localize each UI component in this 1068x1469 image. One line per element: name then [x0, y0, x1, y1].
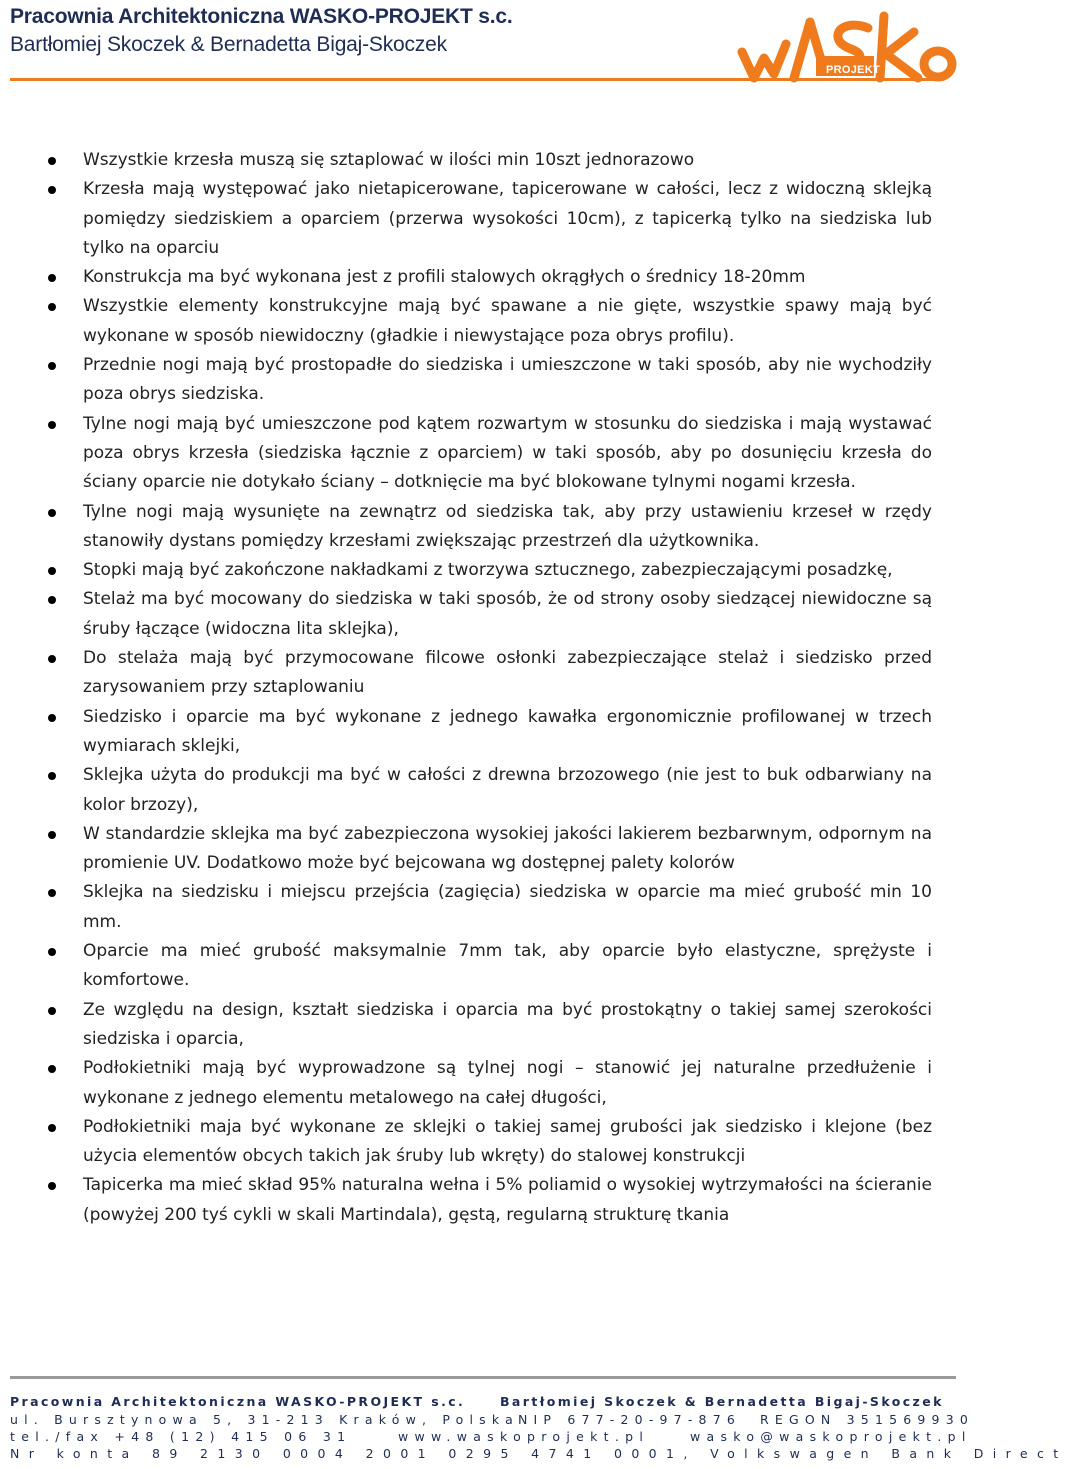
- bullet-icon: [48, 1065, 56, 1073]
- footer-owners: Bartłomiej Skoczek & Bernadetta Bigaj-Skoczek: [500, 1394, 944, 1409]
- wasko-logo: [728, 4, 960, 90]
- bullet-icon: [48, 186, 56, 194]
- list-item: Stopki mają być zakończone nakładkami z tworzywa sztucznego, zabezpieczającymi posadzkę,: [46, 556, 932, 585]
- bullet-icon: [48, 889, 56, 897]
- list-item: Sklejka na siedzisku i miejscu przejścia (zagięcia) siedziska w oparcie ma mieć grubość min 10 mm.: [46, 878, 932, 937]
- bullet-icon: [48, 421, 56, 429]
- requirements-section: [46, 146, 932, 1230]
- page-header: [0, 0, 960, 90]
- footer-company: Pracownia Architektoniczna WASKO-PROJEKT s.c.: [10, 1394, 466, 1409]
- bullet-icon: [48, 1007, 56, 1015]
- bullet-icon: [48, 509, 56, 517]
- bullet-icon: [48, 303, 56, 311]
- bullet-icon: [48, 655, 56, 663]
- page-footer: [0, 1376, 1068, 1469]
- list-item: Wszystkie krzesła muszą się sztaplować w ilości min 10szt jednorazowo: [46, 146, 932, 175]
- bullet-icon: [48, 1182, 56, 1190]
- requirements-list: [46, 146, 932, 1230]
- company-name: Pracownia Architektoniczna WASKO-PROJEKT s.c.: [10, 5, 513, 28]
- bullet-icon: [48, 274, 56, 282]
- bullet-icon: [48, 157, 56, 165]
- list-item: Do stelaża mają być przymocowane filcowe osłonki zabezpieczające stelaż i siedzisko przed zarysowaniem przy sztaplowaniu: [46, 644, 932, 703]
- footer-divider: [10, 1376, 956, 1379]
- footer-address: ul. Bursztynowa 5, 31-213 Kraków, Polska: [10, 1412, 519, 1427]
- list-item: Podłokietniki mają być wyprowadzone są tylnej nogi – stanowić jej naturalne przedłużenie i wykonane z jednego elementu metalowego na całej długości,: [46, 1054, 932, 1113]
- list-item: W standardzie sklejka ma być zabezpieczona wysokiej jakości lakierem bezbarwnym, odpornym na promienie UV. Dodatkowo może być bejcowana wg dostępnej palety kolorów: [46, 820, 932, 879]
- footer-email[interactable]: wasko@waskoprojekt.pl: [690, 1429, 972, 1444]
- footer-phone: tel./fax +48 (12) 415 06 31: [10, 1429, 352, 1444]
- list-item: Tylne nogi mają wysunięte na zewnątrz od siedziska tak, aby przy ustawieniu krzeseł w rzędy stanowiły dystans pomiędzy krzesłami zwiększając przestrzeń dla użytkownika.: [46, 498, 932, 557]
- list-item: Podłokietniki maja być wykonane ze sklejki o takiej samej grubości jak siedzisko i klejone (bez użycia elementów obcych takich jak śruby lub wkręty) do stalowej konstrukcji: [46, 1113, 932, 1172]
- bullet-icon: [48, 714, 56, 722]
- list-item: Stelaż ma być mocowany do siedziska w taki sposób, że od strony osoby siedzącej niewidoczne są śruby łączące (widoczna lita sklejka),: [46, 585, 932, 644]
- list-item: Przednie nogi mają być prostopadłe do siedziska i umieszczone w taki sposób, aby nie wychodziły poza obrys siedziska.: [46, 351, 932, 410]
- list-item: Oparcie ma mieć grubość maksymalnie 7mm tak, aby oparcie było elastyczne, sprężyste i komfortowe.: [46, 937, 932, 996]
- footer-regon: REGON 351569930: [760, 1412, 975, 1427]
- bullet-icon: [48, 772, 56, 780]
- list-item: Konstrukcja ma być wykonana jest z profili stalowych okrągłych o średnicy 18-20mm: [46, 263, 932, 292]
- bullet-icon: [48, 831, 56, 839]
- bullet-icon: [48, 1124, 56, 1132]
- list-item: Siedzisko i oparcie ma być wykonane z jednego kawałka ergonomicznie profilowanej w trzech wymiarach sklejki,: [46, 703, 932, 762]
- list-item: Tylne nogi mają być umieszczone pod kątem rozwartym w stosunku do siedziska i mają wystawać poza obrys krzesła (siedziska łącznie z oparciem) w taki sposób, aby po dosunięciu krzesła do ściany oparcie nie dotykało ściany – dotknięcie ma być blokowane tylnymi nogami krzesła.: [46, 410, 932, 498]
- list-item: Ze względu na design, kształt siedziska i oparcia ma być prostokątny o takiej samej szerokości siedziska i oparcia,: [46, 996, 932, 1055]
- company-owners: Bartłomiej Skoczek & Bernadetta Bigaj-Skoczek: [10, 33, 447, 56]
- bullet-icon: [48, 567, 56, 575]
- footer-bank-account: Nr konta 89 2130 0004 2001 0295 4741 0001, Volkswagen Bank Direct: [10, 1446, 1068, 1461]
- footer-website[interactable]: www.waskoprojekt.pl: [398, 1429, 650, 1444]
- list-item: Wszystkie elementy konstrukcyjne mają być spawane a nie gięte, wszystkie spawy mają być wykonane w sposób niewidoczny (gładkie i niewystające poza obrys profilu).: [46, 292, 932, 351]
- list-item: Sklejka użyta do produkcji ma być w całości z drewna brzozowego (nie jest to buk odbarwiany na kolor brzozy),: [46, 761, 932, 820]
- bullet-icon: [48, 948, 56, 956]
- bullet-icon: [48, 362, 56, 370]
- footer-nip: NIP 677-20-97-876: [518, 1412, 742, 1427]
- logo-caption: PROJEKT: [826, 64, 881, 76]
- list-item: Tapicerka ma mieć skład 95% naturalna wełna i 5% poliamid o wysokiej wytrzymałości na ścieranie (powyżej 200 tyś cykli w skali Martindala), gęstą, regularną strukturę tkania: [46, 1171, 932, 1230]
- bullet-icon: [48, 596, 56, 604]
- list-item: Krzesła mają występować jako nietapicerowane, tapicerowane w całości, lecz z widoczną sklejką pomiędzy siedziskiem a oparciem (przerwa wysokości 10cm), z tapicerką tylko na siedziska lub tylko na oparciu: [46, 175, 932, 263]
